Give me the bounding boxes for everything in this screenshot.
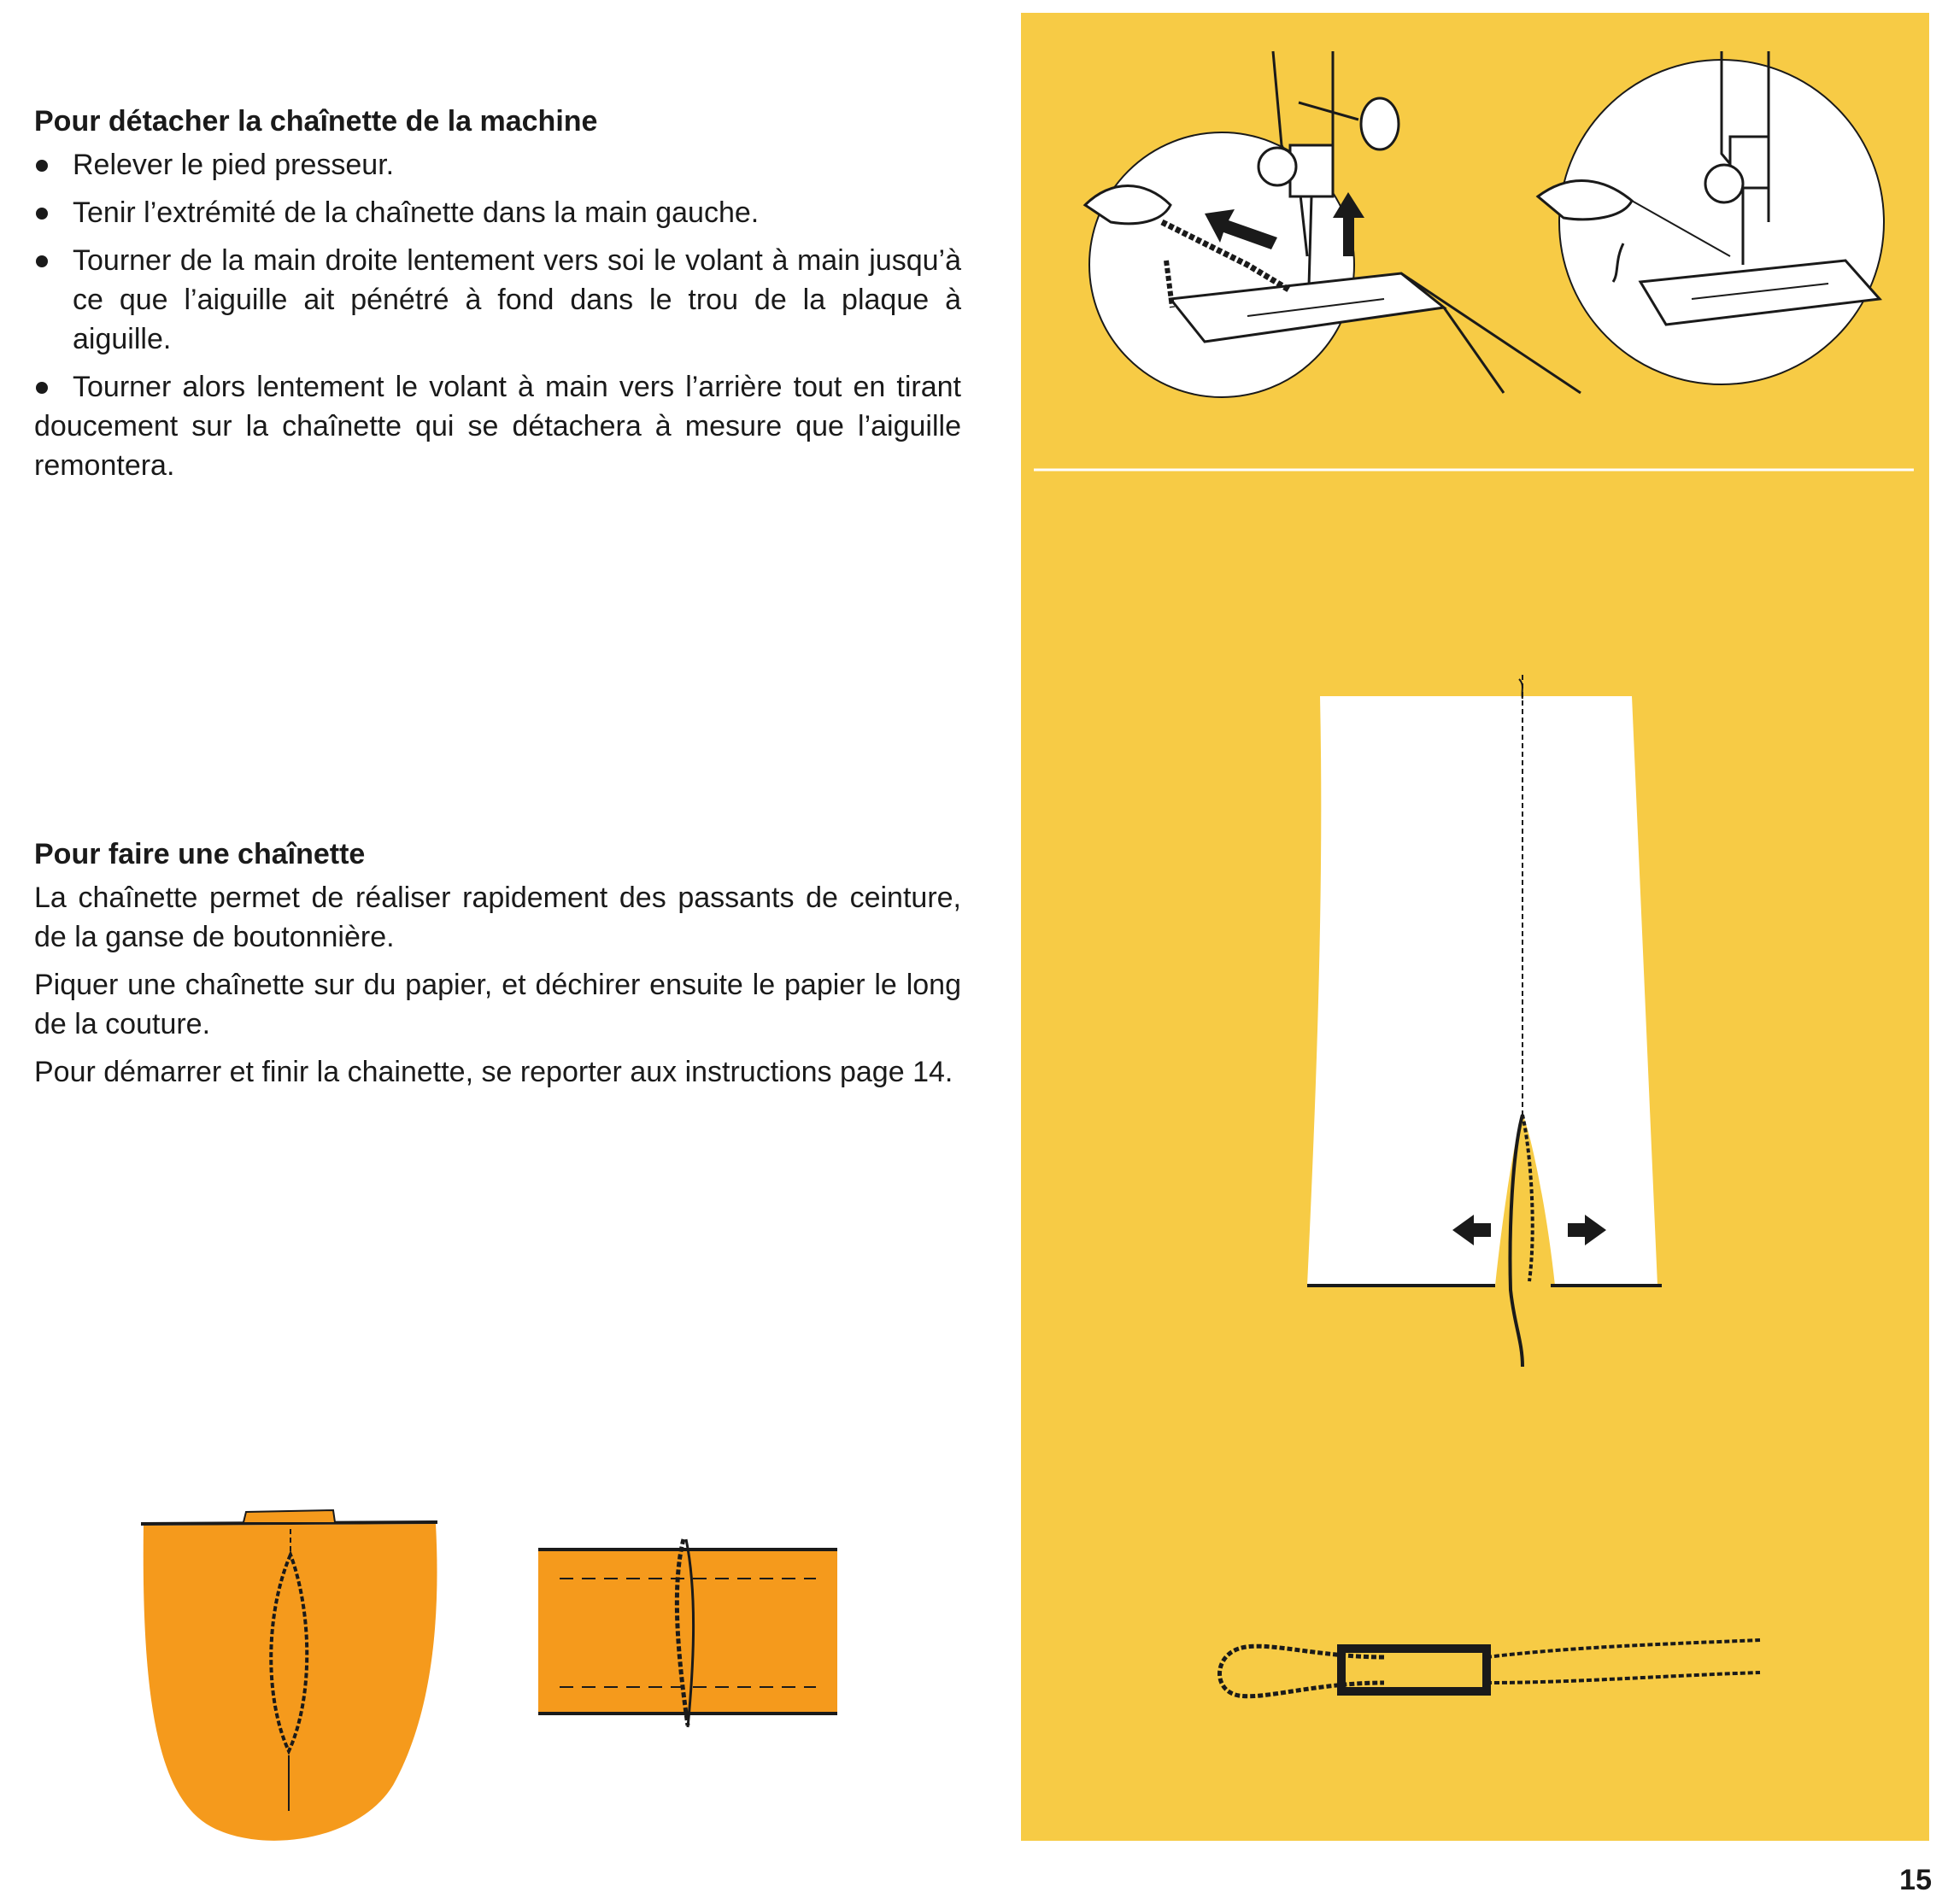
bullet-icon (36, 382, 48, 394)
bullet-item (34, 145, 961, 185)
belt-loop-illustration (534, 1538, 842, 1734)
paragraph: La chaînette permet de réaliser rapidement des passants de ceinture, de la ganse de boutonnière. (34, 882, 961, 953)
section-make-chain (34, 835, 961, 1100)
bullet-item (34, 193, 961, 232)
page-number: 15 (1899, 1864, 1932, 1896)
bullet-icon (36, 255, 48, 267)
machine-closeup-right (1538, 51, 1931, 410)
paragraph: Pour démarrer et finir la chainette, se reporter aux instructions page 14. (34, 1056, 953, 1088)
machine-closeup-left (1077, 51, 1589, 410)
chain-loop-illustration (1213, 1623, 1769, 1717)
bullet-icon (36, 208, 48, 220)
bullet-text: Tourner alors lentement le volant à main vers l’arrière tout en tirant doucement sur la chaînette qui se détachera à mesure que l’aiguille remontera. (34, 371, 961, 482)
paragraph: Piquer une chaînette sur du papier, et déchirer ensuite le papier le long de la couture. (34, 969, 961, 1040)
bullet-text: Tenir l’extrémité de la chaînette dans la main gauche. (73, 196, 760, 229)
section-detach-chain (34, 103, 961, 494)
bullet-item (34, 241, 961, 359)
section-heading: Pour faire une chaînette (34, 838, 366, 870)
panel-divider (1034, 468, 1914, 472)
bullet-text: Tourner de la main droite lentement vers soi le volant à main jusqu’à ce que l’aiguille ait pénétré à fond dans le trou de la plaque à aiguille. (73, 244, 961, 355)
bullet-text: Relever le pied presseur. (73, 149, 395, 181)
pocket-loop-illustration (137, 1503, 444, 1854)
bullet-item (34, 367, 961, 485)
paper-tear-illustration (1299, 675, 1666, 1384)
bullet-icon (36, 160, 48, 172)
section-heading: Pour détacher la chaînette de la machine (34, 105, 598, 138)
